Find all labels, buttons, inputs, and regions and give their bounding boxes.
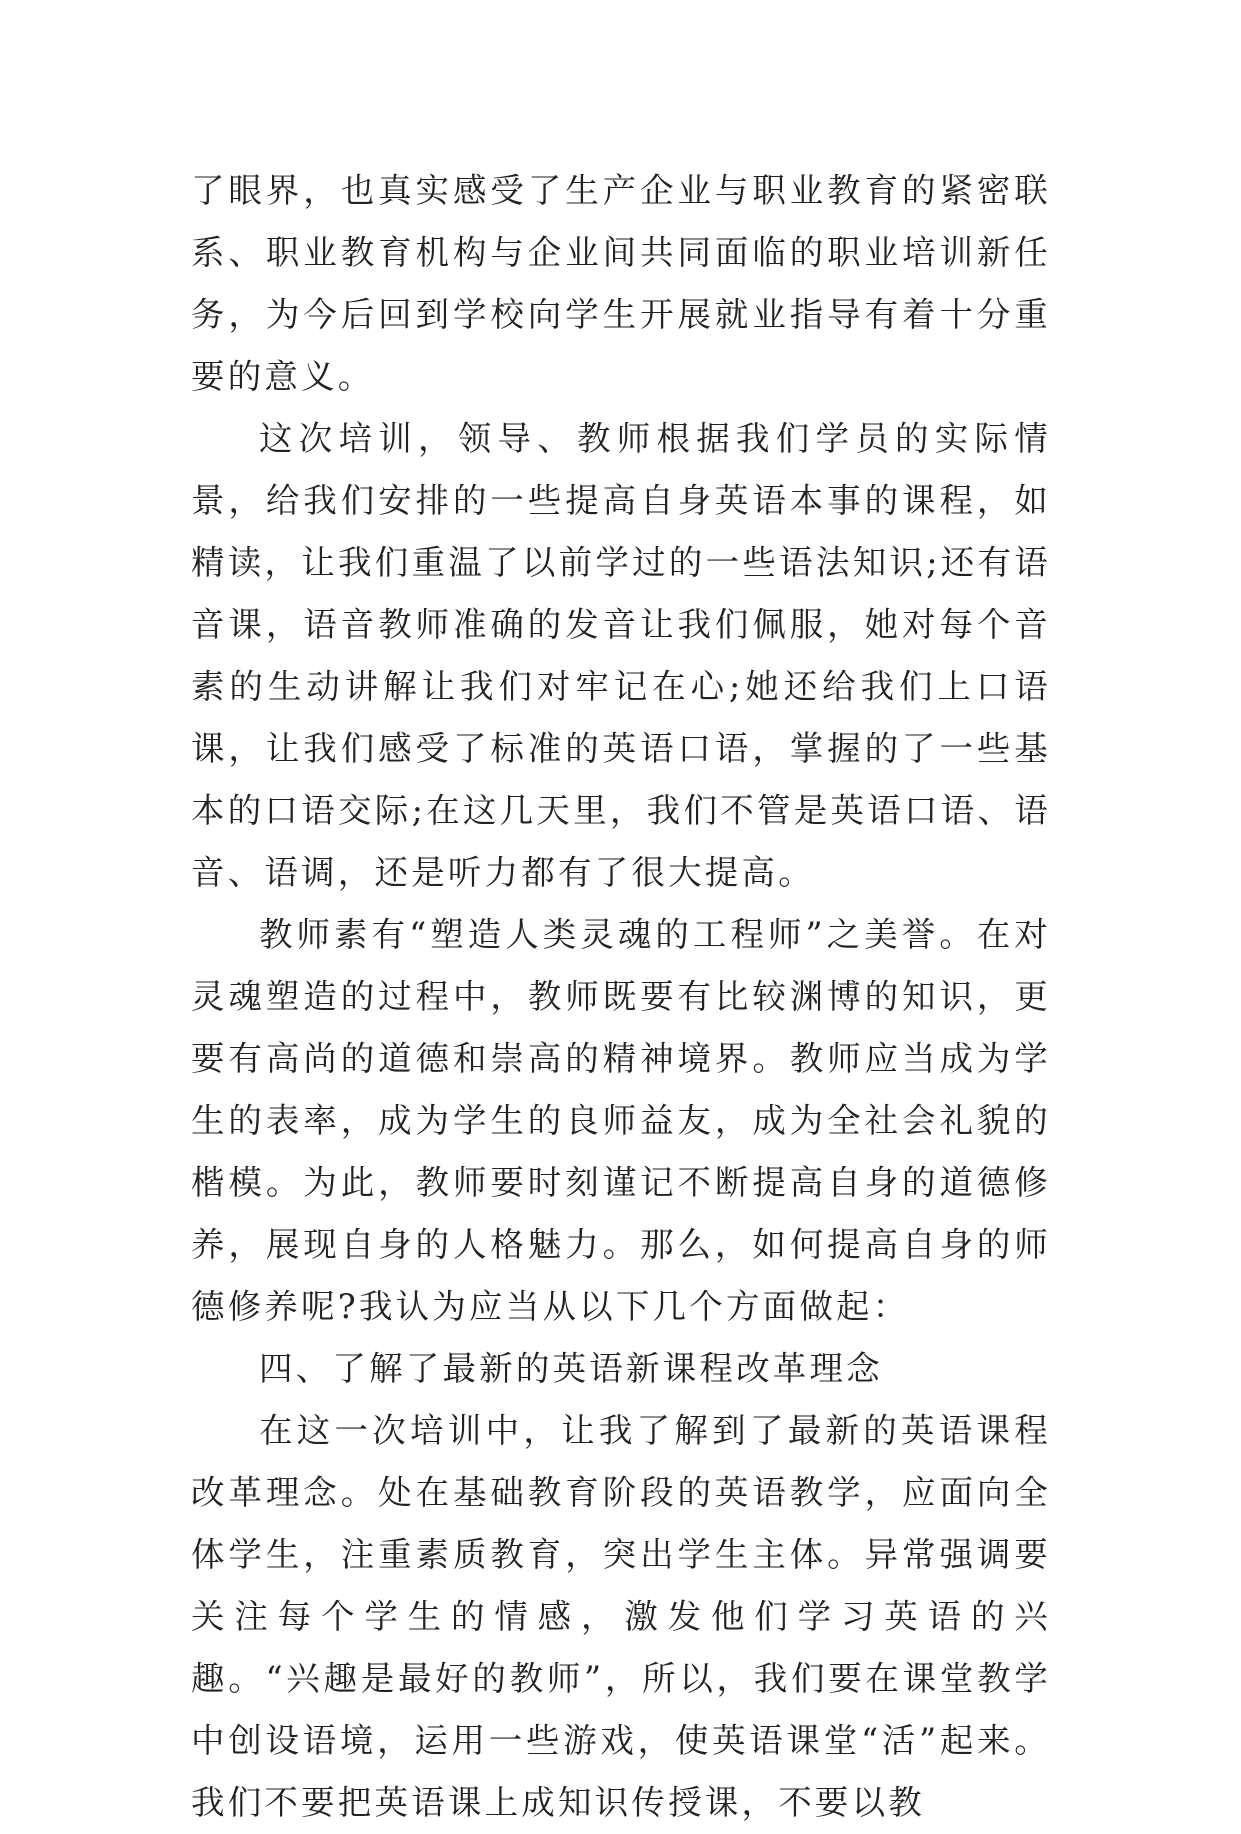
paragraph-2: 这次培训，领导、教师根据我们学员的实际情景，给我们安排的一些提高自身英语本事的课程，如精读，让我们重温了以前学过的一些语法知识;还有语音课，语音教师准确的发音让我们佩服，她对每个音素的生动讲解让我们对牢记在心;她还给我们上口语课，让我们感受了标准的英语口语，掌握的了一些基本的口语交际;在这几天里，我们不管是英语口语、语音、语调，还是听力都有了很大提高。 <box>191 419 1051 892</box>
paragraph-4: 在这一次培训中，让我了解到了最新的英语课程改革理念。处在基础教育阶段的英语教学，应面向全体学生，注重素质教育，突出学生主体。异常强调要关注每个学生的情感，激发他们学习英语的兴趣。“兴趣是最好的教师”，所以，我们要在课堂教学中创设语境，运用一些游戏，使英语课堂“活”起来。我们不要把英语课上成知识传授课，不要以教 <box>191 1411 1051 1822</box>
paragraph-1: 了眼界，也真实感受了生产企业与职业教育的紧密联系、职业教育机构与企业间共同面临的职业培训新任务，为今后回到学校向学生开展就业指导有着十分重要的意义。 <box>191 171 1051 396</box>
paragraph-3: 教师素有“塑造人类灵魂的工程师”之美誉。在对灵魂塑造的过程中，教师既要有比较渊博的知识，更要有高尚的道德和崇高的精神境界。教师应当成为学生的表率，成为学生的良师益友，成为全社会礼貌的楷模。为此，教师要时刻谨记不断提高自身的道德修养，展现自身的人格魅力。那么，如何提高自身的师德修养呢?我认为应当从以下几个方面做起： <box>191 915 1051 1326</box>
section-heading: 四、了解了最新的英语新课程改革理念 <box>259 1349 883 1388</box>
body-text <box>191 160 1051 1834</box>
